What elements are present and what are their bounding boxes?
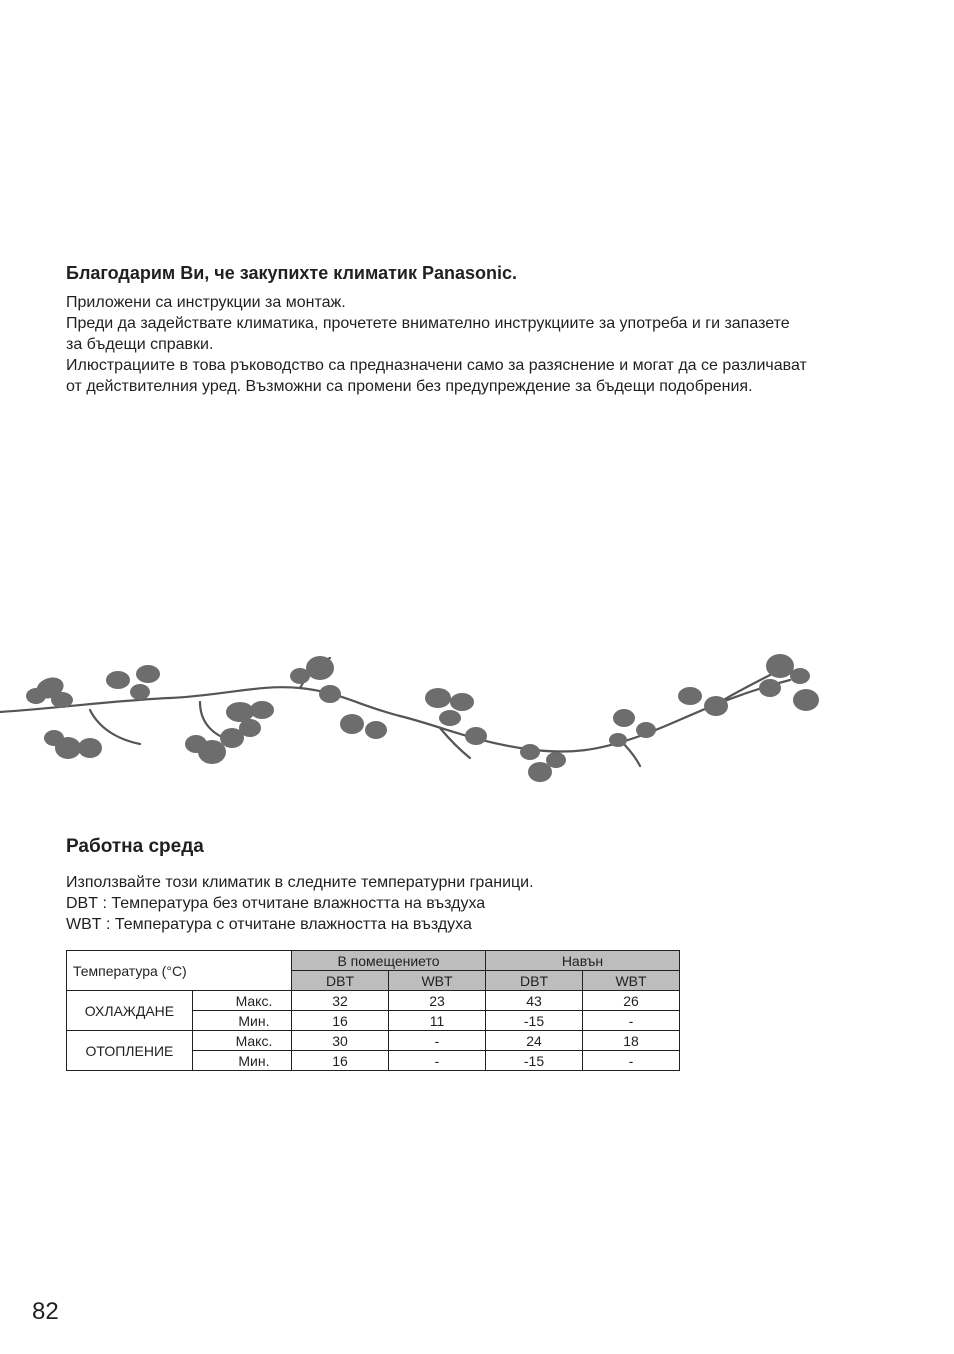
intro-heading: Благодарим Ви, че закупихте климатик Panasonic. — [66, 263, 518, 283]
table-cell: - — [389, 1051, 486, 1071]
table-cell: 32 — [292, 991, 389, 1011]
definition-separator: : — [98, 895, 112, 912]
table-cell: 16 — [292, 1051, 389, 1071]
page-number: 82 — [32, 1298, 59, 1325]
table-cell: 30 — [292, 1031, 389, 1051]
table-cell: 43 — [486, 991, 583, 1011]
table-cell: -15 — [486, 1051, 583, 1071]
row-label: Макс. — [192, 991, 291, 1011]
row-label: Мин. — [192, 1051, 291, 1071]
definition-text: Температура с отчитане влажността на въздуха — [114, 916, 472, 933]
column-header: DBT — [292, 971, 389, 991]
row-label: Макс. — [192, 1031, 291, 1051]
column-header: WBT — [583, 971, 680, 991]
table-cell: 18 — [583, 1031, 680, 1051]
mode-label: ОХЛАЖДАНЕ — [67, 991, 193, 1031]
table-cell: -15 — [486, 1011, 583, 1031]
row-label: Мин. — [192, 1011, 291, 1031]
definition-abbr: DBT — [66, 895, 98, 912]
definition-abbr: WBT — [66, 916, 102, 933]
table-cell: 23 — [389, 991, 486, 1011]
definition-text: Температура без отчитане влажността на въздуха — [111, 895, 486, 912]
group-header-indoor: В помещението — [292, 951, 486, 971]
intro-line: Приложени са инструкции за монтаж. — [66, 294, 346, 311]
table-row — [67, 1031, 680, 1051]
table-cell: 11 — [389, 1011, 486, 1031]
table-cell: - — [583, 1051, 680, 1071]
definition-dbt — [66, 893, 766, 914]
table-cell: - — [389, 1031, 486, 1051]
intro-line: Илюстрациите в това ръководство са предназначени само за разяснение и могат да се различават — [66, 357, 807, 374]
intro-line: Преди да задействате климатика, прочетете внимателно инструкциите за употреба и ги запазете — [66, 315, 790, 332]
clover-vine-illustration — [0, 640, 830, 790]
group-header-outdoor: Навън — [486, 951, 680, 971]
table-cell: 26 — [583, 991, 680, 1011]
section-heading: Работна среда — [66, 836, 204, 857]
intro-section — [66, 262, 926, 397]
table-row — [67, 991, 680, 1011]
table-cell: - — [583, 1011, 680, 1031]
corner-label: Температура (°C) — [67, 951, 292, 991]
column-header: DBT — [486, 971, 583, 991]
definition-separator: : — [101, 916, 115, 933]
intro-line: за бъдещи справки. — [66, 336, 214, 353]
operating-environment-section — [66, 836, 766, 935]
table-cell: 24 — [486, 1031, 583, 1051]
mode-label: ОТОПЛЕНИЕ — [67, 1031, 193, 1071]
table-header-row — [67, 951, 680, 971]
table-cell: 16 — [292, 1011, 389, 1031]
definition-wbt — [66, 914, 766, 935]
section-description: Използвайте този климатик в следните температурни граници. — [66, 874, 534, 891]
intro-line: от действителния уред. Възможни са промени без предупреждение за бъдещи подобрения. — [66, 378, 753, 395]
column-header: WBT — [389, 971, 486, 991]
temperature-range-table — [66, 950, 680, 1071]
